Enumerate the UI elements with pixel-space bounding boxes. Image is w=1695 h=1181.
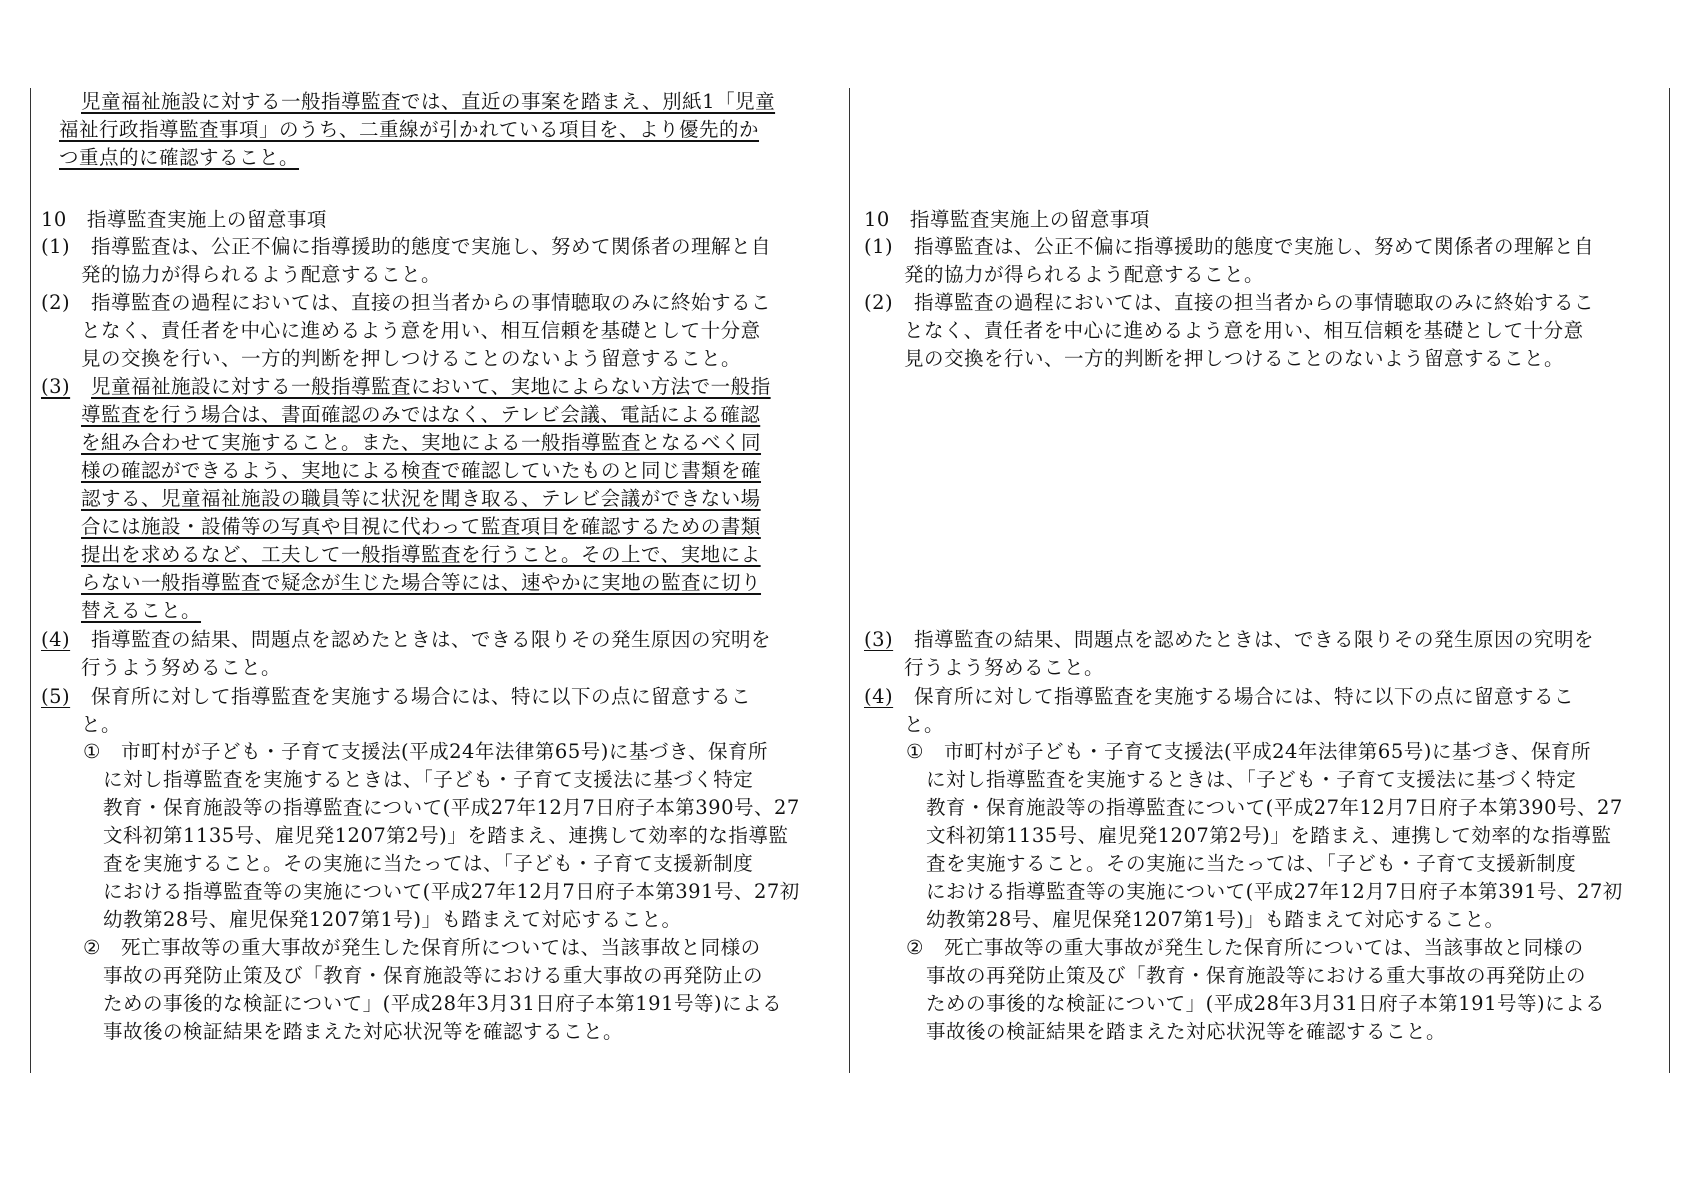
paragraph-line: 幼教第28号、雇児保発1207第1号)」も踏まえて対応すること。 (926, 908, 1505, 931)
paragraph-line: と。 (904, 713, 945, 736)
paragraph-line: 市町村が子ども・子育て支援法(平成24年法律第65号)に基づき、保育所 (944, 740, 1592, 763)
paragraph-line: 指導監査の過程においては、直接の担当者からの事情聴取のみに終始するこ (91, 291, 772, 314)
section-heading: 10 指導監査実施上の留意事項 (864, 208, 1150, 231)
paragraph-line: 指導監査の結果、問題点を認めたときは、できる限りその発生原因の究明を (914, 628, 1595, 651)
paragraph-line: 替えること。 (81, 599, 202, 622)
paragraph-line: となく、責任者を中心に進めるよう意を用い、相互信頼を基礎として十分意 (904, 319, 1584, 342)
paragraph-line: 教育・保育施設等の指導監査について(平成27年12月7日府子本第390号、27 (926, 796, 1623, 819)
intro-line: 児童福祉施設に対する一般指導監査では、直近の事案を踏まえ、別紙1「児童 (81, 90, 776, 113)
paragraph-line: 事故の再発防止策及び「教育・保育施設等における重大事故の再発防止の (103, 964, 764, 987)
item-number: (3) (41, 375, 71, 398)
sub-item-number: ② (83, 936, 101, 959)
paragraph-line: 指導監査は、公正不偏に指導援助的態度で実施し、努めて関係者の理解と自 (914, 235, 1595, 258)
paragraph-line: ための事後的な検証について」(平成28年3月31日府子本第191号等)による (103, 992, 783, 1015)
item-number: (4) (864, 685, 894, 708)
paragraph-line: 査を実施すること。その実施に当たっては、「子ども・子育て支援新制度 (103, 852, 754, 875)
paragraph-line: 死亡事故等の重大事故が発生した保育所については、当該事故と同様の (944, 936, 1584, 959)
paragraph-line: 幼教第28号、雇児保発1207第1号)」も踏まえて対応すること。 (103, 908, 682, 931)
paragraph-line: 発的協力が得られるよう配意すること。 (81, 263, 442, 286)
item-number: (2) (864, 291, 894, 314)
paragraph-line: 査を実施すること。その実施に当たっては、「子ども・子育て支援新制度 (926, 852, 1577, 875)
paragraph-line: 市町村が子ども・子育て支援法(平成24年法律第65号)に基づき、保育所 (121, 740, 769, 763)
left-column-revised (30, 88, 850, 1073)
paragraph-line: 文科初第1135号、雇児発1207第2号)」を踏まえ、連携して効率的な指導監 (103, 824, 789, 847)
paragraph-line: 行うよう努めること。 (81, 656, 282, 679)
paragraph-line: 認する、児童福祉施設の職員等に状況を聞き取る、テレビ会議ができない場 (81, 487, 761, 510)
paragraph-line: 導監査を行う場合は、書面確認のみではなく、テレビ会議、電話による確認 (81, 403, 761, 426)
paragraph-line: ための事後的な検証について」(平成28年3月31日府子本第191号等)による (926, 992, 1606, 1015)
sub-item-number: ② (906, 936, 924, 959)
intro-line: つ重点的に確認すること。 (59, 146, 300, 169)
sub-item-number: ① (906, 740, 924, 763)
paragraph-line: 事故の再発防止策及び「教育・保育施設等における重大事故の再発防止の (926, 964, 1587, 987)
paragraph-line: 様の確認ができるよう、実地による検査で確認していたものと同じ書類を確 (81, 459, 762, 482)
paragraph-line: における指導監査等の実施について(平成27年12月7日府子本第391号、27初 (103, 880, 800, 903)
section-heading: 10 指導監査実施上の留意事項 (41, 208, 327, 231)
paragraph-line: 文科初第1135号、雇児発1207第2号)」を踏まえ、連携して効率的な指導監 (926, 824, 1612, 847)
paragraph-line: 事故後の検証結果を踏まえた対応状況等を確認すること。 (926, 1020, 1447, 1043)
paragraph-line: に対し指導監査を実施するときは、「子ども・子育て支援法に基づく特定 (926, 768, 1577, 791)
paragraph-line: 保育所に対して指導監査を実施する場合には、特に以下の点に留意するこ (914, 685, 1575, 708)
item-number: (1) (864, 235, 894, 258)
paragraph-line: となく、責任者を中心に進めるよう意を用い、相互信頼を基礎として十分意 (81, 319, 761, 342)
item-number: (5) (41, 685, 71, 708)
paragraph-line: 保育所に対して指導監査を実施する場合には、特に以下の点に留意するこ (91, 685, 752, 708)
intro-line: 福祉行政指導監査事項」のうち、二重線が引かれている項目を、より優先的か (59, 118, 760, 141)
paragraph-line: 指導監査の過程においては、直接の担当者からの事情聴取のみに終始するこ (914, 291, 1595, 314)
paragraph-line: 事故後の検証結果を踏まえた対応状況等を確認すること。 (103, 1020, 624, 1043)
paragraph-line: を組み合わせて実施すること。また、実地による一般指導監査となるべく同 (81, 431, 762, 454)
item-number: (1) (41, 235, 71, 258)
paragraph-line: 教育・保育施設等の指導監査について(平成27年12月7日府子本第390号、27 (103, 796, 800, 819)
paragraph-line: 提出を求めるなど、工夫して一般指導監査を行うこと。その上で、実地によ (81, 543, 761, 566)
paragraph-line: 合には施設・設備等の写真や目視に代わって監査項目を確認するための書類 (81, 515, 761, 538)
paragraph-line: 見の交換を行い、一方的判断を押しつけることのないよう留意すること。 (81, 347, 742, 370)
item-number: (2) (41, 291, 71, 314)
paragraph-line: 死亡事故等の重大事故が発生した保育所については、当該事故と同様の (121, 936, 761, 959)
item-number: (4) (41, 628, 71, 651)
item-number: (3) (864, 628, 894, 651)
paragraph-line: 指導監査の結果、問題点を認めたときは、できる限りその発生原因の究明を (91, 628, 772, 651)
paragraph-line: 行うよう努めること。 (904, 656, 1105, 679)
sub-item-number: ① (83, 740, 101, 763)
right-column-current (850, 88, 1670, 1073)
paragraph-line: 児童福祉施設に対する一般指導監査において、実地によらない方法で一般指 (91, 375, 771, 398)
paragraph-line: 指導監査は、公正不偏に指導援助的態度で実施し、努めて関係者の理解と自 (91, 235, 772, 258)
paragraph-line: 見の交換を行い、一方的判断を押しつけることのないよう留意すること。 (904, 347, 1565, 370)
paragraph-line: に対し指導監査を実施するときは、「子ども・子育て支援法に基づく特定 (103, 768, 754, 791)
paragraph-line: と。 (81, 713, 122, 736)
paragraph-line: における指導監査等の実施について(平成27年12月7日府子本第391号、27初 (926, 880, 1623, 903)
paragraph-line: らない一般指導監査で疑念が生じた場合等には、速やかに実地の監査に切り (81, 571, 762, 594)
paragraph-line: 発的協力が得られるよう配意すること。 (904, 263, 1265, 286)
